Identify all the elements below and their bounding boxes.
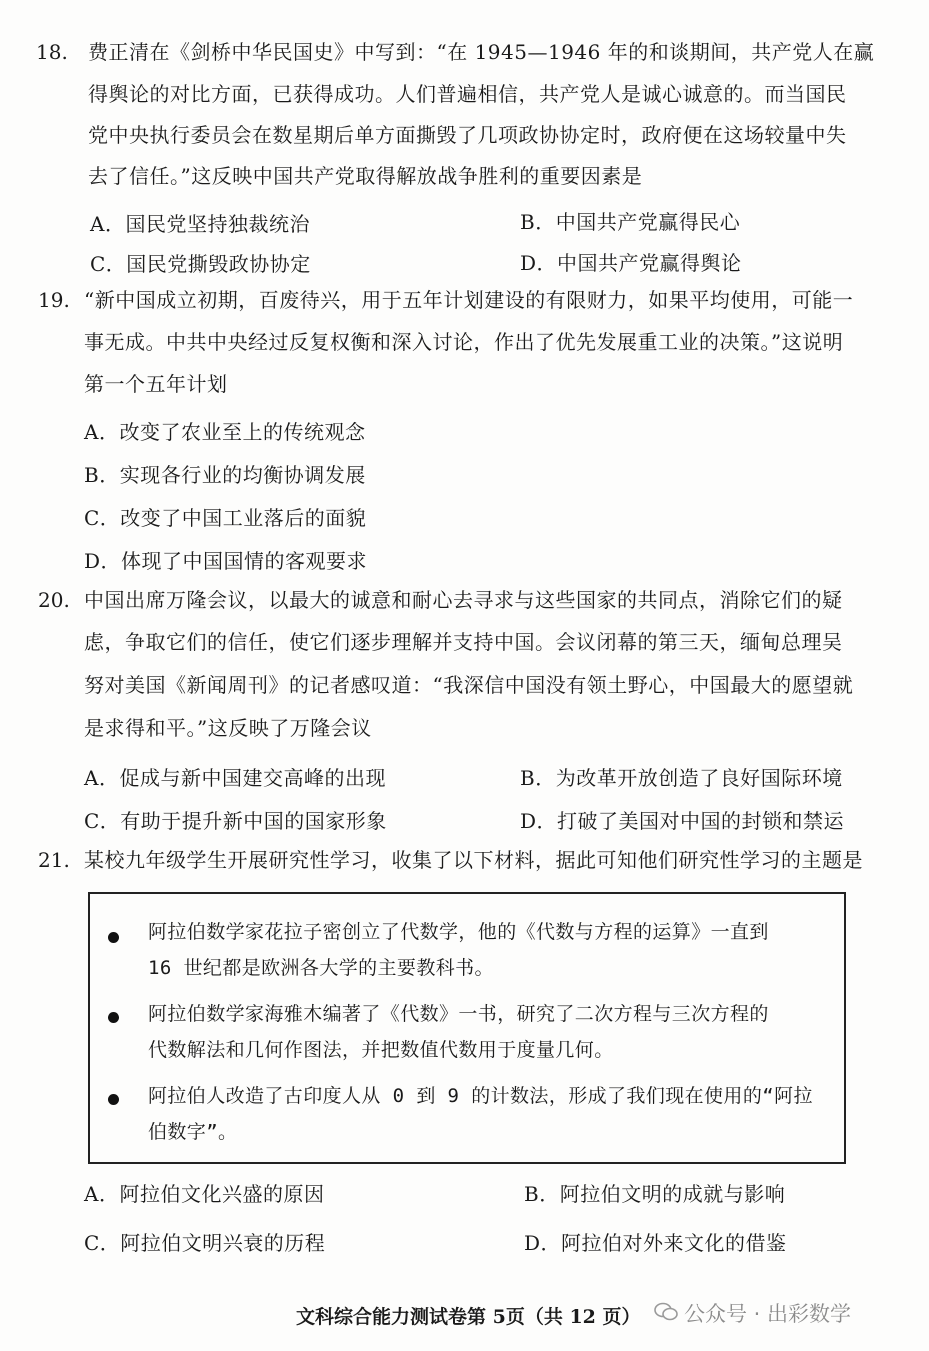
question-number: 18.	[36, 40, 68, 64]
question-stem-line: 去了信任。”这反映中国共产党取得解放战争胜利的重要因素是	[88, 164, 643, 188]
option-b: B．阿拉伯文明的成就与影响	[524, 1182, 786, 1206]
watermark-text: 公众号 · 出彩数学	[684, 1302, 852, 1326]
option-a: A．国民党坚持独裁统治	[90, 212, 310, 236]
option-c: C．有助于提升新中国的国家形象	[84, 809, 387, 833]
question-stem-line: 某校九年级学生开展研究性学习，收集了以下材料，据此可知他们研究性学习的主题是	[84, 848, 863, 872]
option-b: B．中国共产党赢得民心	[520, 210, 741, 234]
question-number: 20.	[38, 588, 70, 612]
bullet-icon	[108, 1094, 119, 1105]
material-line: 16 世纪都是欧洲各大学的主要教科书。	[148, 957, 494, 979]
question-stem-line: 努对美国《新闻周刊》的记者感叹道：“我深信中国没有领土野心，中国最大的愿望就	[84, 673, 854, 697]
option-b: B．实现各行业的均衡协调发展	[84, 463, 366, 487]
bullet-icon	[108, 932, 119, 943]
question-stem-line: 中国出席万隆会议，以最大的诚意和耐心去寻求与这些国家的共同点，消除它们的疑	[84, 588, 843, 612]
question-stem-line: 党中央执行委员会在数星期后单方面撕毁了几项政协协定时，政府便在这场较量中失	[88, 123, 847, 147]
question-stem-line: 虑，争取它们的信任，使它们逐步理解并支持中国。会议闭幕的第三天，缅甸总理吴	[84, 630, 843, 654]
option-a: A．促成与新中国建交高峰的出现	[84, 766, 386, 790]
option-c: C．国民党撕毁政协协定	[90, 252, 311, 276]
question-number: 21.	[38, 848, 70, 872]
question-stem-line: 事无成。中共中央经过反复权衡和深入讨论，作出了优先发展重工业的决策。”这说明	[84, 330, 844, 354]
option-c: C．改变了中国工业落后的面貌	[84, 506, 367, 530]
option-a: A．阿拉伯文化兴盛的原因	[84, 1182, 325, 1206]
question-stem-line: 是求得和平。”这反映了万隆会议	[84, 716, 372, 740]
option-c: C．阿拉伯文明兴衰的历程	[84, 1231, 326, 1255]
question-stem-line: 得舆论的对比方面，已获得成功。人们普遍相信，共产党人是诚心诚意的。而当国民	[88, 82, 847, 106]
material-line: 阿拉伯数学家海雅木编著了《代数》一书，研究了二次方程与三次方程的	[148, 1003, 769, 1025]
option-a: A．改变了农业至上的传统观念	[84, 420, 366, 444]
bullet-icon	[108, 1012, 119, 1023]
option-d: D．中国共产党赢得舆论	[520, 251, 742, 275]
option-d: D．打破了美国对中国的封锁和禁运	[520, 809, 845, 833]
question-stem-line: 费正清在《剑桥中华民国史》中写到：“在 1945—1946 年的和谈期间，共产党人在赢	[88, 40, 875, 64]
question-stem-line: 第一个五年计划	[84, 372, 228, 396]
material-line: 伯数字”。	[148, 1121, 238, 1143]
question-stem-line: “新中国成立初期，百废待兴，用于五年计划建设的有限财力，如果平均使用，可能一	[84, 288, 854, 312]
material-line: 阿拉伯数学家花拉子密创立了代数学，他的《代数与方程的运算》一直到	[148, 921, 769, 943]
material-box	[88, 892, 846, 1164]
option-d: D．体现了中国国情的客观要求	[84, 549, 368, 573]
material-line: 阿拉伯人改造了古印度人从 0 到 9 的计数法，形成了我们现在使用的“阿拉	[148, 1085, 813, 1107]
question-number: 19.	[38, 288, 70, 312]
wechat-icon	[654, 1302, 678, 1322]
option-d: D．阿拉伯对外来文化的借鉴	[524, 1231, 787, 1255]
material-line: 代数解法和几何作图法，并把数值代数用于度量几何。	[148, 1039, 614, 1061]
page-footer: 文科综合能力测试卷第 5页（共 12 页）	[296, 1306, 641, 1328]
option-b: B．为改革开放创造了良好国际环境	[520, 766, 843, 790]
